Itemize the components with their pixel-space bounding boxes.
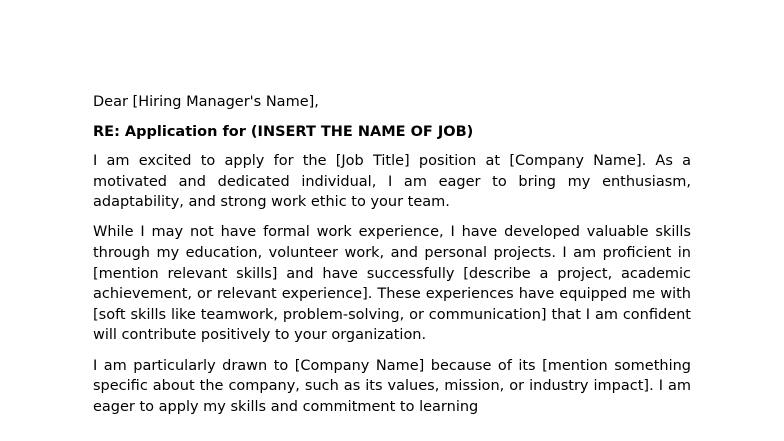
paragraph-skills: While I may not have formal work experience, I have developed valuable skills through my education, volunteer work, and personal projects. I am proficient in [mention relevant skills] and have successfully [describe a project, academic achievement, or relevant experience]. These experiences have equipped me with [soft skills like teamwork, problem-solving, or communication] that I am confident will contribute positively to your organization.: [93, 224, 691, 344]
paragraph-intro: I am excited to apply for the [Job Title] position at [Company Name]. As a motivated and dedicated individual, I am eager to bring my enthusiasm, adaptability, and strong work ethic to your team.: [93, 153, 691, 211]
cover-letter-body: [93, 92, 691, 427]
subject-line: RE: Application for (INSERT THE NAME OF JOB): [93, 123, 474, 140]
salutation: Dear [Hiring Manager's Name],: [93, 94, 319, 110]
paragraph-company: I am particularly drawn to [Company Name] because of its [mention something specific about the company, such as its values, mission, or industry impact]. I am eager to apply my skills and commitment to learning: [93, 357, 691, 415]
